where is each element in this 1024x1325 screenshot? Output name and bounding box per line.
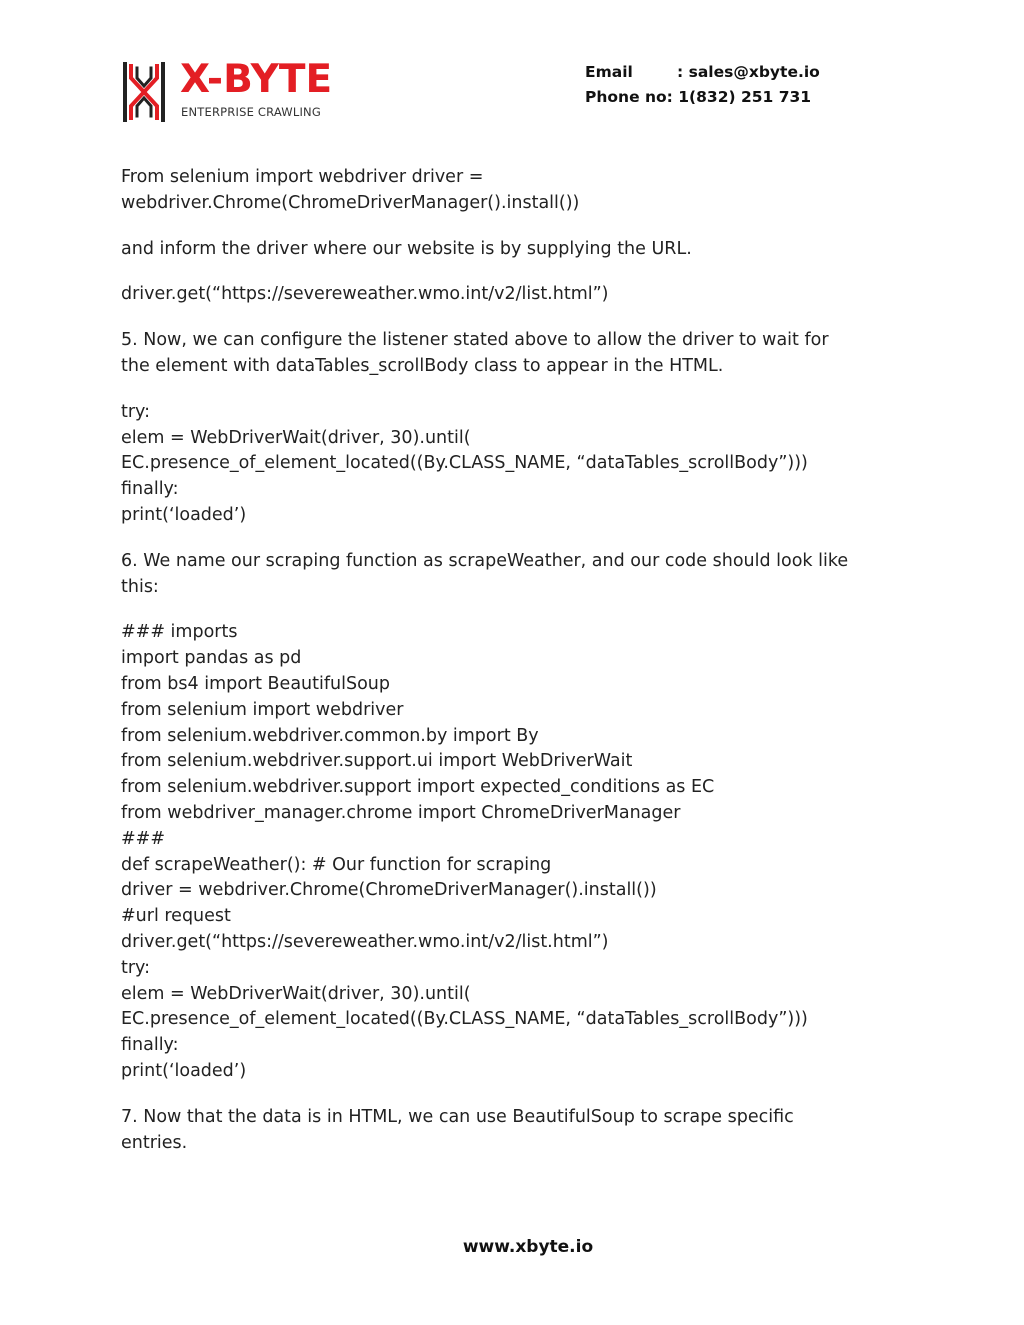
email-value: : sales@xbyte.io: [677, 63, 820, 81]
footer-url: www.xbyte.io: [462, 1237, 594, 1257]
text-line: and inform the driver where our website is by supplying the URL.: [121, 238, 692, 259]
text-line: print(‘loaded’): [121, 1060, 247, 1081]
phone-label: Phone no: [585, 88, 667, 106]
text-line: from webdriver_manager.chrome import ChromeDriverManager: [121, 802, 681, 823]
text-line: entries.: [121, 1132, 188, 1153]
text-line: finally:: [121, 1035, 179, 1056]
text-line: finally:: [121, 479, 179, 500]
text-line: try:: [121, 401, 151, 422]
text-line: this:: [121, 576, 159, 597]
text-line: import pandas as pd: [121, 648, 302, 669]
email-row: [585, 60, 820, 85]
email-label: Email: [585, 63, 633, 81]
phone-value: : 1(832) 251 731: [666, 88, 812, 106]
company-logo: [122, 57, 362, 124]
text-line: from selenium.webdriver.common.by import By: [121, 725, 539, 746]
paragraph: [121, 165, 911, 217]
logo-title: X-BYTE: [180, 57, 333, 102]
text-line: EC.presence_of_element_located((By.CLASS_NAME, “dataTables_scrollBody”))): [121, 453, 808, 474]
text-line: ###: [121, 828, 165, 849]
contact-info: [585, 60, 820, 110]
text-line: #url request: [121, 906, 231, 927]
paragraph: [121, 549, 911, 601]
phone-row: [585, 85, 820, 110]
document-body: [121, 165, 911, 1176]
paragraph: [121, 400, 911, 529]
text-line: elem = WebDriverWait(driver, 30).until(: [121, 983, 471, 1004]
paragraph: [121, 237, 911, 263]
paragraph: [121, 282, 911, 308]
text-line: 7. Now that the data is in HTML, we can use BeautifulSoup to scrape specific: [121, 1106, 794, 1127]
text-line: 6. We name our scraping function as scrapeWeather, and our code should look like: [121, 550, 849, 571]
text-line: driver.get(“https://severeweather.wmo.int/v2/list.html”): [121, 284, 609, 305]
text-line: from selenium.webdriver.support.ui import WebDriverWait: [121, 751, 633, 772]
text-line: print(‘loaded’): [121, 504, 247, 525]
text-line: the element with dataTables_scrollBody class to appear in the HTML.: [121, 355, 724, 376]
text-line: ### imports: [121, 622, 238, 643]
text-line: from bs4 import BeautifulSoup: [121, 673, 390, 694]
text-line: driver.get(“https://severeweather.wmo.int/v2/list.html”): [121, 931, 609, 952]
text-line: driver = webdriver.Chrome(ChromeDriverManager().install()): [121, 880, 657, 901]
paragraph: [121, 620, 911, 1084]
text-line: try:: [121, 957, 151, 978]
text-line: 5. Now, we can configure the listener stated above to allow the driver to wait for: [121, 330, 829, 351]
text-line: from selenium import webdriver: [121, 699, 404, 720]
xbyte-logo-mark-icon: [122, 62, 166, 122]
text-line: def scrapeWeather(): # Our function for scraping: [121, 854, 552, 875]
text-line: From selenium import webdriver driver =: [121, 167, 484, 187]
paragraph: [121, 1105, 911, 1157]
logo-subtitle: ENTERPRISE CRAWLING: [181, 105, 321, 119]
text-line: webdriver.Chrome(ChromeDriverManager().install()): [121, 192, 580, 213]
text-line: from selenium.webdriver.support import expected_conditions as EC: [121, 777, 715, 798]
text-line: elem = WebDriverWait(driver, 30).until(: [121, 427, 471, 448]
text-line: EC.presence_of_element_located((By.CLASS_NAME, “dataTables_scrollBody”))): [121, 1009, 808, 1030]
paragraph: [121, 328, 911, 380]
